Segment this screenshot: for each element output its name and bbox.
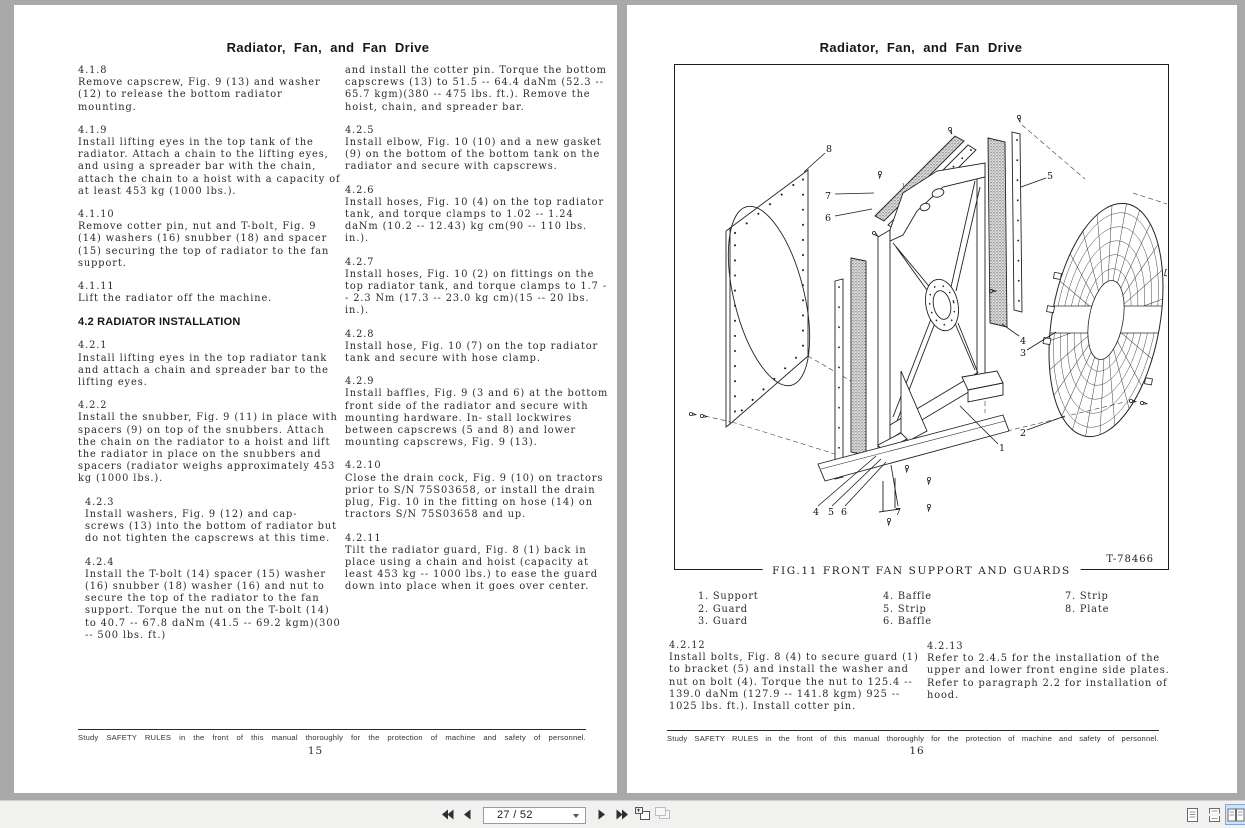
- continuous-layout-icon: [1208, 807, 1221, 823]
- section-text: Install baffles, Fig. 9 (3 and 6) at the bottom front side of the radiator and secure with mounting hardware. In- stall lockwires between capscrews (5 and 8) and lower mounting capscrews, Fig. 9 (13).: [345, 388, 609, 449]
- section-4-1-8: [78, 65, 341, 114]
- callout-4b: 4: [812, 507, 820, 518]
- section-number: 4.1.10: [78, 209, 115, 221]
- parts-list-column-3: [1065, 591, 1109, 616]
- section-4-2-12: [669, 640, 927, 713]
- section-number: 4.2.7: [345, 256, 375, 268]
- section-4-2-11: [345, 533, 611, 594]
- section-number: 4.2.6: [345, 184, 375, 196]
- section-text: Install hoses, Fig. 10 (2) on fittings on the top radiator tank, and torque clamps to 1.7 -- 2.3 Nm (17.3 -- 23.0 kg cm)(15 -- 20 lbs. in.).: [345, 268, 608, 317]
- page-15: [14, 5, 617, 793]
- viewer-toolbar: [0, 800, 1245, 828]
- footer-rule: [667, 730, 1159, 731]
- section-text: Remove cotter pin, nut and T-bolt, Fig. 9 (14) washers (16) snubber (18) and spacer (15) securing the top of radiator to the fan support.: [78, 221, 330, 269]
- section-text: Install bolts, Fig. 8 (4) to secure guard (1) to bracket (5) and install the washer and nut on bolt (4). Torque the nut to 125.4 -- 139.0 daNm (127.9 -- 141.8 kgm) 925 -- 1025 lbs. ft.). Install cotter pin.: [669, 652, 919, 713]
- section-4-2-1: [78, 340, 341, 389]
- section-4-2-13: [927, 641, 1189, 702]
- callout-5: 5: [1046, 171, 1054, 182]
- section-4-1-10: [78, 209, 341, 270]
- part-item: 1. Support: [698, 591, 759, 602]
- single-page-layout-icon: [1186, 807, 1199, 823]
- last-page-button[interactable]: [612, 805, 632, 825]
- section-text: Install the snubber, Fig. 9 (11) in place with spacers (9) on top of the snubbers. Attach the chain on the radiator to a hoist and lift the radiator in place on the snubbers and spacers (radiator weighs approximately 453 kg (1000 lbs.).: [78, 412, 338, 485]
- section-number: 4.2.10: [345, 460, 382, 472]
- continuous-layout-button[interactable]: [1203, 804, 1225, 825]
- page-number: 15: [307, 745, 324, 757]
- pop-out-view-icon: [634, 806, 651, 824]
- page-navigation: [437, 805, 672, 825]
- left-column: [78, 65, 341, 653]
- section-number: 4.1.9: [78, 124, 108, 136]
- subheading-radiator-installation: 4.2 RADIATOR INSTALLATION: [78, 316, 241, 329]
- page-title: Radiator, Fan, and Fan Drive: [226, 40, 430, 55]
- callout-7b: 7: [894, 507, 902, 518]
- section-text: and install the cotter pin. Torque the bottom capscrews (13) to 51.5 -- 64.4 daNm (52.3 -- 65.7 kgm)(380 -- 475 lbs. ft.). Remove the hoist, chain, and spreader bar.: [345, 65, 607, 113]
- continuation-paragraph: [345, 65, 611, 114]
- part-item: 8. Plate: [1065, 603, 1110, 615]
- section-number: 4.2.5: [345, 124, 375, 136]
- section-4-2-3: [78, 497, 341, 546]
- drawing-number: T-78466: [1106, 554, 1154, 565]
- page-layout-switcher: [1181, 804, 1245, 825]
- callout-1: 1: [998, 443, 1006, 454]
- section-4-1-9: [78, 125, 341, 198]
- section-4-2-4: [78, 557, 341, 642]
- callout-2: 2: [1019, 428, 1027, 439]
- parts-list-column-2: [883, 591, 932, 629]
- section-text: Install the T-bolt (14) spacer (15) washer (16) snubber (18) washer (16) and nut to secure the top of the radiator to the fan support. Torque the nut on the T-bolt (14) to 40.7 -- 67.8 daNm (41.5 -- 69.2 kgm)(300 -- 500 lbs. ft.): [85, 568, 341, 641]
- next-page-button[interactable]: [592, 805, 612, 825]
- section-text: Install hoses, Fig. 10 (4) on the top radiator tank, and torque clamps to 1.02 -- 1.24 daNm (10.2 -- 12.43) kg cm(90 -- 110 lbs. in.).: [345, 196, 605, 245]
- page-indicator-combo[interactable]: [483, 807, 586, 824]
- part-item: 7. Strip: [1065, 591, 1109, 602]
- single-page-layout-button[interactable]: [1181, 804, 1203, 825]
- part-item: 3. Guard: [698, 616, 748, 628]
- parts-list-column-1: [698, 591, 759, 629]
- section-number: 4.2.2: [78, 400, 108, 412]
- part-item: 6. Baffle: [883, 616, 932, 628]
- page-indicator: 27 / 52: [497, 809, 533, 821]
- page-number: 16: [909, 745, 925, 757]
- section-text: Install washers, Fig. 9 (12) and cap- screws (13) into the bottom of radiator but do not tighten the capscrews at this time.: [85, 508, 337, 545]
- section-text: Install elbow, Fig. 10 (10) and a new gasket (9) on the bottom of the bottom tank on the radiator and secure with capscrews.: [345, 137, 602, 173]
- callout-8: 8: [825, 144, 833, 155]
- section-number: 4.1.11: [78, 281, 115, 293]
- section-number: 4.2.13: [927, 641, 964, 652]
- section-4-1-11: [78, 281, 341, 305]
- section-4-2-2: [78, 400, 341, 485]
- section-4-2-8: [345, 329, 611, 366]
- callout-5b: 5: [827, 507, 835, 518]
- callout-4: 4: [1019, 336, 1027, 347]
- section-number: 4.2.12: [669, 640, 706, 651]
- right-column: [345, 65, 611, 605]
- figure-caption: FIG.11 FRONT FAN SUPPORT AND GUARDS: [762, 565, 1081, 577]
- callout-6b: 6: [840, 507, 848, 518]
- part-item: 5. Strip: [883, 603, 927, 615]
- section-text: Refer to 2.4.5 for the installation of the upper and lower front engine side plates. Refer to paragraph 2.2 for installation of hood.: [927, 653, 1170, 701]
- section-text: Install lifting eyes in the top radiator tank and attach a chain and spreader bar to the lifting eyes.: [78, 352, 329, 389]
- page-16: [627, 5, 1237, 793]
- pop-out-view-button[interactable]: [632, 805, 652, 825]
- section-text: Remove capscrew, Fig. 9 (13) and washer (12) to release the bottom radiator mounting.: [78, 77, 321, 113]
- section-number: 4.2.11: [345, 532, 382, 544]
- section-4-2-5: [345, 125, 611, 174]
- section-text: Lift the radiator off the machine.: [78, 293, 273, 305]
- overlapping-windows-icon: [654, 806, 671, 824]
- section-number: 4.2.1: [78, 340, 108, 352]
- fan-support-drawing: [675, 65, 1167, 568]
- first-page-button[interactable]: [437, 805, 457, 825]
- safety-footer: Study SAFETY RULES in the front of this manual thoroughly for the protection of machine and safety of personnel.: [78, 733, 586, 742]
- chevron-down-icon: [573, 814, 579, 818]
- section-number: 4.2.9: [345, 376, 375, 388]
- section-4-2-9: [345, 376, 611, 449]
- facing-pages-layout-icon: [1227, 807, 1245, 823]
- section-4-2-10: [345, 460, 611, 521]
- section-text: Tilt the radiator guard, Fig. 8 (1) back in place using a chain and hoist (capacity at least 453 kg -- 1000 lbs.) to ease the guard down into place when it goes over center.: [345, 544, 598, 593]
- safety-footer: Study SAFETY RULES in the front of this manual thoroughly for the protection of machine and safety of personnel.: [667, 734, 1159, 743]
- section-number: 4.2.3: [85, 496, 115, 508]
- facing-pages-layout-button[interactable]: [1225, 804, 1245, 825]
- page-title: Radiator, Fan, and Fan Drive: [819, 40, 1023, 55]
- section-text: Install lifting eyes in the top tank of the radiator. Attach a chain to the lifting eyes, and using a spreader bar with the chain, attach the chain to a hoist with a capacity of at least 453 kg (1000 lbs.).: [78, 137, 341, 197]
- overlapping-windows-button[interactable]: [652, 805, 672, 825]
- callout-3: 3: [1019, 348, 1027, 359]
- last-page-icon: [616, 808, 629, 823]
- section-text: Install hose, Fig. 10 (7) on the top radiator tank and secure with hose clamp.: [345, 340, 599, 365]
- section-4-2-6: [345, 185, 611, 246]
- section-number: 4.2.8: [345, 328, 375, 340]
- part-item: 4. Baffle: [883, 591, 932, 602]
- callout-6: 6: [824, 213, 832, 224]
- section-number: 4.1.8: [78, 65, 108, 76]
- next-page-icon: [598, 808, 606, 823]
- previous-page-icon: [463, 808, 471, 823]
- section-text: Close the drain cock, Fig. 9 (10) on tractors prior to S/N 75S03658, or install the drain plug, Fig. 10 in the fitting on hose (14) on tractors S/N 75S03658 and up.: [345, 472, 604, 521]
- first-page-icon: [441, 808, 454, 823]
- section-number: 4.2.4: [85, 556, 115, 568]
- part-item: 2. Guard: [698, 603, 748, 615]
- exploded-view-figure: [674, 64, 1169, 577]
- callout-7: 7: [824, 191, 832, 202]
- footer-rule: [78, 729, 586, 730]
- section-4-2-7: [345, 257, 611, 318]
- previous-page-button[interactable]: [457, 805, 477, 825]
